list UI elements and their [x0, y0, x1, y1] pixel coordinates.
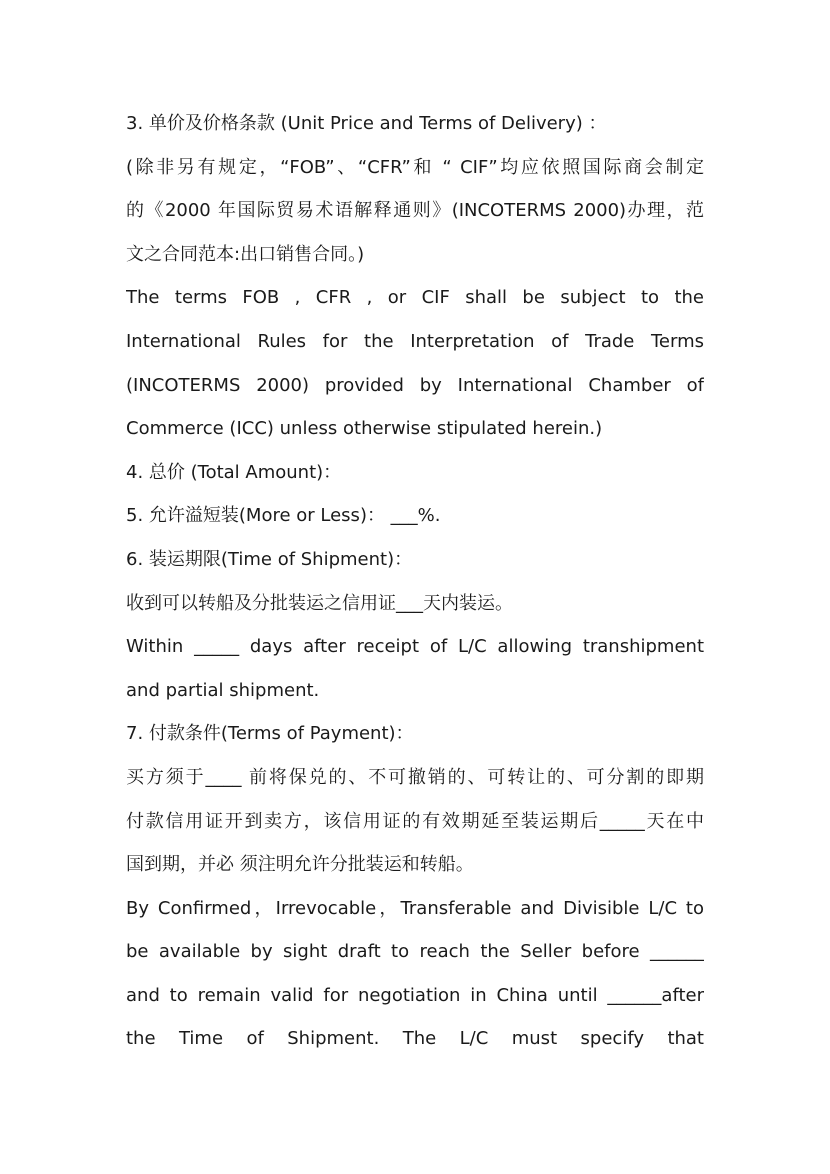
text-line: International Rules for the Interpretation of Trade Terms	[126, 330, 704, 352]
text-line: the Time of Shipment. The L/C must specify that	[126, 1028, 704, 1050]
document-body	[126, 102, 704, 1061]
text-line: 5. 允许溢短装(More or Less)： ___%.	[126, 505, 441, 527]
text-line: The terms FOB , CFR , or CIF shall be subject to the	[126, 287, 704, 309]
text-line: be available by sight draft to reach the Seller before ______	[126, 941, 704, 963]
text-line: 付款信用证开到卖方，该信用证的有效期延至装运期后_____天在中	[126, 810, 704, 832]
text-line: (INCOTERMS 2000) provided by International Chamber of	[126, 374, 704, 396]
text-line: 4. 总价 (Total Amount)：	[126, 461, 342, 483]
text-line: 的《2000 年国际贸易术语解释通则》(INCOTERMS 2000)办理，范	[126, 200, 704, 222]
text-line: 6. 装运期限(Time of Shipment)：	[126, 548, 413, 570]
text-line: Commerce (ICC) unless otherwise stipulated herein.)	[126, 418, 603, 440]
text-line: Within _____ days after receipt of L/C allowing transhipment	[126, 636, 704, 658]
text-line: 3. 单价及价格条款 (Unit Price and Terms of Delivery) ：	[126, 113, 607, 134]
text-line: 文之合同范本:出口销售合同。)	[126, 243, 365, 265]
text-line: By Confirmed，Irrevocable，Transferable and Divisible L/C to	[126, 897, 704, 919]
text-line: 7. 付款条件(Terms of Payment)：	[126, 723, 414, 745]
text-line: and partial shipment.	[126, 679, 320, 701]
text-line: 买方须于____ 前将保兑的、不可撤销的、可转让的、可分割的即期	[126, 766, 704, 788]
text-line: and to remain valid for negotiation in China until ______after	[126, 984, 704, 1006]
text-line: 国到期，并必 须注明允许分批装运和转船。	[126, 854, 474, 876]
text-line: 收到可以转船及分批装运之信用证___天内装运。	[126, 592, 513, 614]
text-line: (除非另有规定，“FOB”、“CFR”和 “ CIF”均应依照国际商会制定	[126, 156, 704, 178]
